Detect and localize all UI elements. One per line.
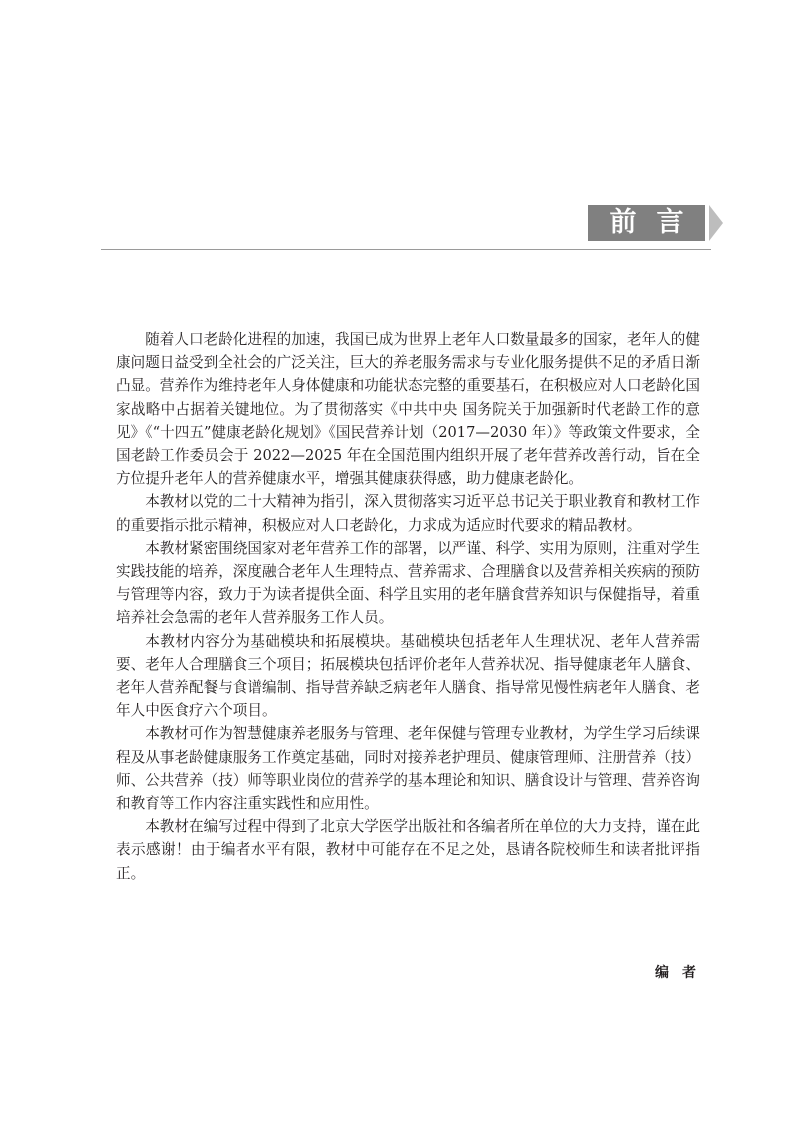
- paragraph-4: 本教材内容分为基础模块和拓展模块。基础模块包括老年人生理状况、老年人营养需要、老年人合理膳食三个项目；拓展模块包括评价老年人营养状况、指导健康老年人膳食、老年人营养配餐与食谱编制、指导营养缺乏病老年人膳食、指导常见慢性病老年人膳食、老年人中医食疗六个项目。: [116, 632, 700, 720]
- paragraph-5: 本教材可作为智慧健康养老服务与管理、老年保健与管理专业教材，为学生学习后续课程及从事老龄健康服务工作奠定基础，同时对接养老护理员、健康管理师、注册营养（技）师、公共营养（技）师等职业岗位的营养学的基本理论和知识、膳食设计与管理、营养咨询和教育等工作内容注重实践性和应用性。: [116, 725, 700, 813]
- page-title: 前言: [609, 207, 704, 238]
- author-signature: 编者: [655, 965, 709, 981]
- chapter-title-banner: [588, 205, 705, 241]
- paragraph-3: 本教材紧密围绕国家对老年营养工作的部署，以严谨、科学、实用为原则，注重对学生实践技能的培养，深度融合老年人生理特点、营养需求、合理膳食以及营养相关疾病的预防与管理等内容，致力于为读者提供全面、科学且实用的老年膳食营养知识与保健指导，着重培养社会急需的老年人营养服务工作人员。: [116, 539, 700, 627]
- paragraph-6: 本教材在编写过程中得到了北京大学医学出版社和各编者所在单位的大力支持，谨在此表示感谢！由于编者水平有限，教材中可能存在不足之处，恳请各院校师生和读者批评指正。: [116, 818, 700, 882]
- preface-body: [116, 328, 700, 885]
- header-divider: [101, 249, 711, 250]
- paragraph-2: 本教材以党的二十大精神为指引，深入贯彻落实习近平总书记关于职业教育和教材工作的重要指示批示精神，积极应对人口老龄化，力求成为适应时代要求的精品教材。: [116, 493, 700, 534]
- paragraph-1: 随着人口老龄化进程的加速，我国已成为世界上老年人口数量最多的国家，老年人的健康问题日益受到全社会的广泛关注，巨大的养老服务需求与专业化服务提供不足的矛盾日渐凸显。营养作为维持老年人身体健康和功能状态完整的重要基石，在积极应对人口老龄化国家战略中占据着关键地位。为了贯彻落实《中共中央 国务院关于加强新时代老龄工作的意见》《“十四五”健康老龄化规划》《国民营养计划（2017—2030 年）》等政策文件要求，全国老龄工作委员会于 2022—2025 年在全国范围内组织开展了老年营养改善行动，旨在全方位提升老年人的营养健康水平，增强其健康获得感，助力健康老龄化。: [116, 331, 700, 488]
- title-arrow-icon: [709, 205, 723, 241]
